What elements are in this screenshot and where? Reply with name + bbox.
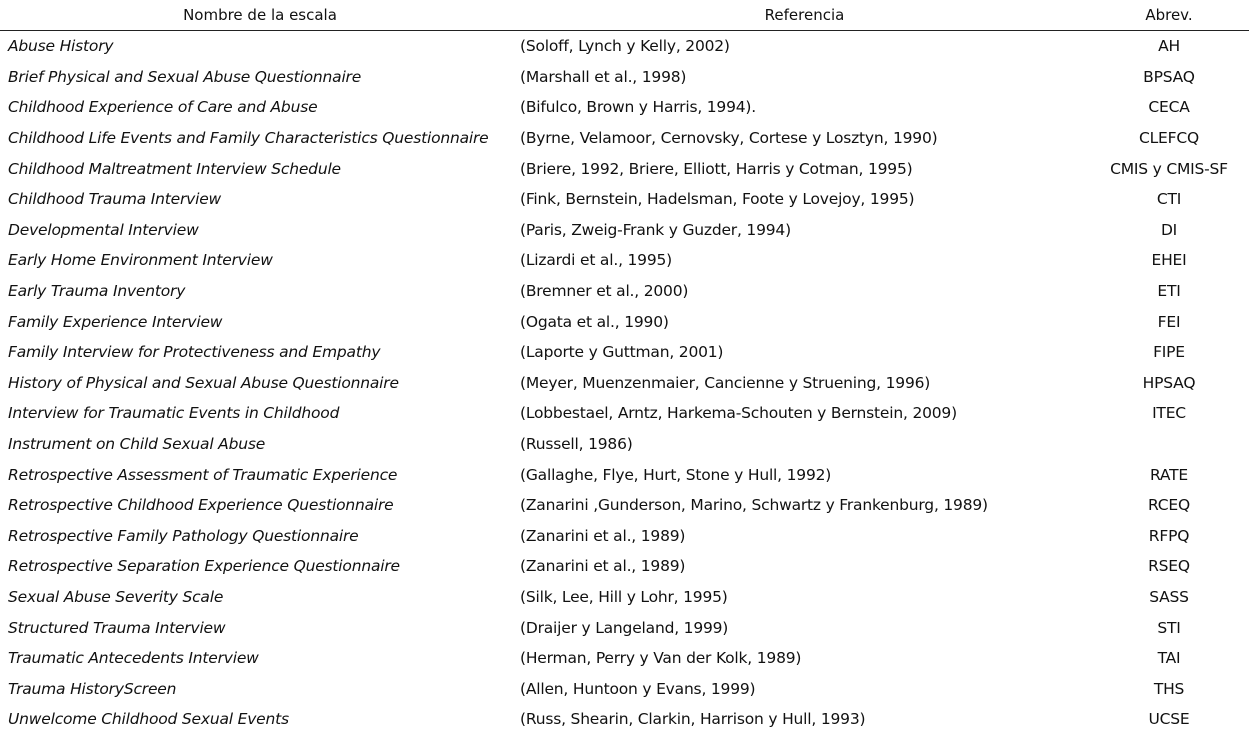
abbreviation-cell: RSEQ <box>1148 557 1190 576</box>
table-row <box>0 612 1249 643</box>
reference-cell: (Bremner et al., 2000) <box>520 282 689 301</box>
abbreviation-cell: TAI <box>1157 649 1181 668</box>
scale-name-cell: Retrospective Family Pathology Questionnaire <box>8 526 359 545</box>
header-reference: Referencia <box>520 0 1089 31</box>
table-row <box>0 429 1249 460</box>
scale-name-cell: Developmental Interview <box>8 220 199 239</box>
reference-cell: (Byrne, Velamoor, Cernovsky, Cortese y Losztyn, 1990) <box>520 129 938 148</box>
abbreviation-cell: RFPQ <box>1148 526 1190 545</box>
scale-name-cell: History of Physical and Sexual Abuse Questionnaire <box>8 373 399 392</box>
abbreviation-cell: BPSAQ <box>1143 67 1195 86</box>
reference-cell: (Marshall et al., 1998) <box>520 67 687 86</box>
abbreviation-cell: THS <box>1153 679 1185 698</box>
abbreviation-cell: DI <box>1160 220 1178 239</box>
abbreviation-cell: CTI <box>1156 190 1182 209</box>
reference-cell: (Soloff, Lynch y Kelly, 2002) <box>520 37 730 56</box>
scale-name-cell: Instrument on Child Sexual Abuse <box>8 435 266 454</box>
reference-cell: (Lobbestael, Arntz, Harkema-Schouten y Bernstein, 2009) <box>520 404 957 423</box>
scale-name-cell: Interview for Traumatic Events in Childhood <box>8 404 340 423</box>
header-abbreviation: Abrev. <box>1089 0 1249 31</box>
table-row <box>0 62 1249 93</box>
table-row <box>0 368 1249 399</box>
abbreviation-cell: EHEI <box>1151 251 1187 270</box>
scale-name-cell: Family Interview for Protectiveness and Empathy <box>8 343 381 362</box>
abbreviation-cell: FEI <box>1157 312 1181 331</box>
scale-name-cell: Retrospective Separation Experience Questionnaire <box>8 557 400 576</box>
table-row <box>0 92 1249 123</box>
abbreviation-cell: AH <box>1158 37 1180 56</box>
table-row <box>0 31 1249 62</box>
table-row <box>0 704 1249 735</box>
table-row <box>0 551 1249 582</box>
reference-cell: (Fink, Bernstein, Hadelsman, Foote y Lovejoy, 1995) <box>520 190 915 209</box>
abbreviation-cell: CMIS y CMIS-SF <box>1110 159 1228 178</box>
table-row <box>0 643 1249 674</box>
header-row <box>0 0 1249 31</box>
table-row <box>0 582 1249 613</box>
abbreviation-cell: CECA <box>1148 98 1190 117</box>
reference-cell: (Lizardi et al., 1995) <box>520 251 673 270</box>
table-row <box>0 673 1249 704</box>
scale-name-cell: Childhood Life Events and Family Characteristics Questionnaire <box>8 129 489 148</box>
reference-cell: (Draijer y Langeland, 1999) <box>520 618 729 637</box>
scale-name-cell: Childhood Maltreatment Interview Schedule <box>8 159 341 178</box>
table-row <box>0 153 1249 184</box>
table-row <box>0 398 1249 429</box>
scale-name-cell: Early Trauma Inventory <box>8 282 186 301</box>
scale-name-cell: Family Experience Interview <box>8 312 223 331</box>
table-row <box>0 337 1249 368</box>
reference-cell: (Laporte y Guttman, 2001) <box>520 343 724 362</box>
scale-name-cell: Sexual Abuse Severity Scale <box>8 587 224 606</box>
table-row <box>0 245 1249 276</box>
reference-cell: (Herman, Perry y Van der Kolk, 1989) <box>520 649 802 668</box>
abbreviation-cell: ETI <box>1157 282 1181 301</box>
table-header <box>0 0 1249 31</box>
table-row <box>0 123 1249 154</box>
abbreviation-cell: STI <box>1157 618 1181 637</box>
table-row <box>0 490 1249 521</box>
abbreviation-cell: FIPE <box>1153 343 1185 362</box>
table-row <box>0 521 1249 552</box>
abbreviation-cell: RATE <box>1149 465 1188 484</box>
scale-name-cell: Trauma HistoryScreen <box>8 679 177 698</box>
reference-cell: (Russell, 1986) <box>520 435 633 454</box>
scale-name-cell: Abuse History <box>8 37 114 56</box>
scale-name-cell: Retrospective Childhood Experience Questionnaire <box>8 496 394 515</box>
reference-cell: (Briere, 1992, Briere, Elliott, Harris y Cotman, 1995) <box>520 159 913 178</box>
scale-name-cell: Childhood Trauma Interview <box>8 190 222 209</box>
reference-cell: (Bifulco, Brown y Harris, 1994). <box>520 98 756 117</box>
reference-cell: (Silk, Lee, Hill y Lohr, 1995) <box>520 587 728 606</box>
abbreviation-cell: UCSE <box>1148 710 1190 729</box>
reference-cell: (Paris, Zweig-Frank y Guzder, 1994) <box>520 220 791 239</box>
abbreviation-cell: CLEFCQ <box>1139 129 1199 148</box>
abbreviation-cell: HPSAQ <box>1142 373 1196 392</box>
abbreviation-cell: ITEC <box>1152 404 1186 423</box>
table-row <box>0 459 1249 490</box>
reference-cell: (Zanarini et al., 1989) <box>520 526 686 545</box>
header-scale-name: Nombre de la escala <box>0 0 520 31</box>
scale-name-cell: Structured Trauma Interview <box>8 618 226 637</box>
table-row <box>0 306 1249 337</box>
reference-cell: (Ogata et al., 1990) <box>520 312 669 331</box>
reference-cell: (Russ, Shearin, Clarkin, Harrison y Hull, 1993) <box>520 710 866 729</box>
reference-cell: (Zanarini et al., 1989) <box>520 557 686 576</box>
reference-cell: (Meyer, Muenzenmaier, Cancienne y Struening, 1996) <box>520 373 931 392</box>
table-row <box>0 276 1249 307</box>
scale-name-cell: Unwelcome Childhood Sexual Events <box>8 710 289 729</box>
table-row <box>0 215 1249 246</box>
table-row <box>0 184 1249 215</box>
reference-cell: (Allen, Huntoon y Evans, 1999) <box>520 679 756 698</box>
abbreviation-cell: SASS <box>1149 587 1189 606</box>
reference-cell: (Zanarini ,Gunderson, Marino, Schwartz y Frankenburg, 1989) <box>520 496 988 515</box>
scale-name-cell: Retrospective Assessment of Traumatic Experience <box>8 465 398 484</box>
reference-cell: (Gallaghe, Flye, Hurt, Stone y Hull, 1992) <box>520 465 832 484</box>
scale-name-cell: Early Home Environment Interview <box>8 251 273 270</box>
scale-name-cell: Traumatic Antecedents Interview <box>8 649 259 668</box>
scale-name-cell: Brief Physical and Sexual Abuse Questionnaire <box>8 67 362 86</box>
table-body <box>0 31 1249 735</box>
abbreviation-cell <box>1089 429 1249 460</box>
scale-name-cell: Childhood Experience of Care and Abuse <box>8 98 318 117</box>
abbreviation-cell: RCEQ <box>1147 496 1190 515</box>
